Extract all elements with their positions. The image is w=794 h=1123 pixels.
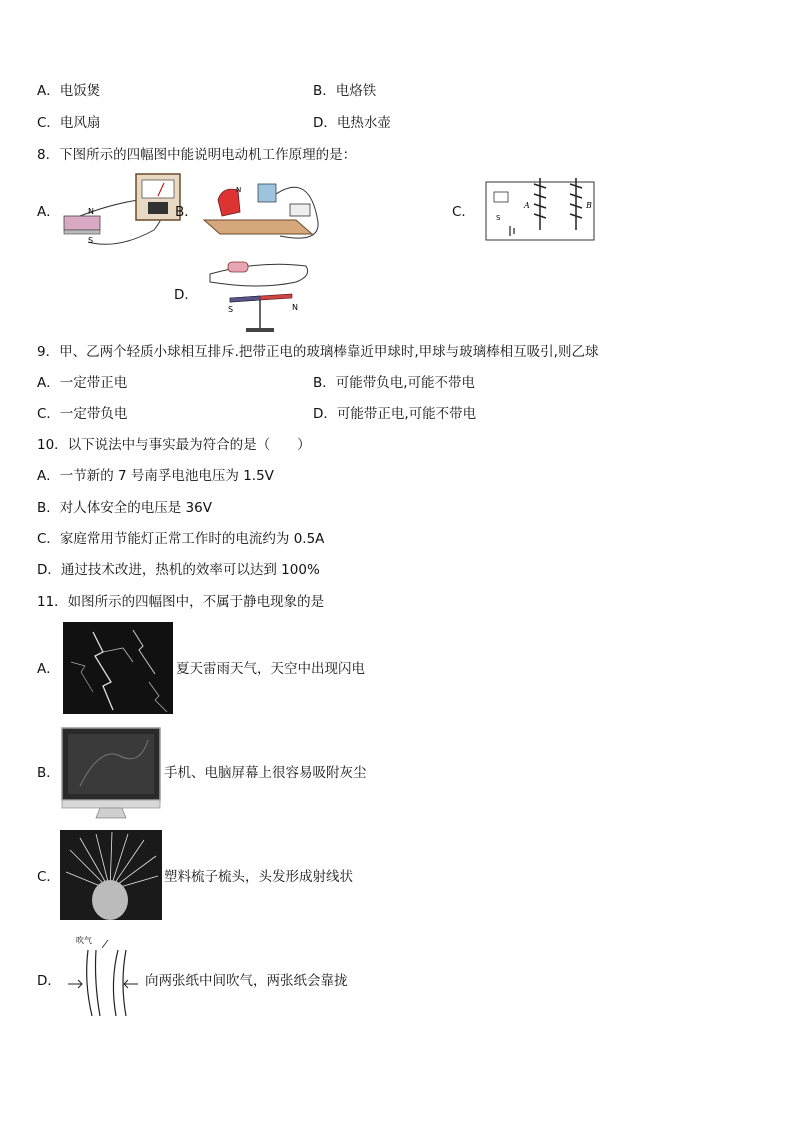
q8-figure-c [480, 174, 602, 244]
q9-option-a: A．一定带正电 [37, 375, 128, 391]
q9-option-b: B．可能带负电,可能不带电 [313, 375, 476, 391]
q8-stem: 8．下图所示的四幅图中能说明电动机工作原理的是： [37, 147, 357, 163]
q8-figure-d [200, 252, 316, 336]
monitor-photo [60, 726, 162, 820]
q11-option-b-text: 手机、电脑屏幕上很容易吸附灰尘 [164, 765, 367, 781]
svg-text:N: N [236, 186, 242, 194]
q9-option-c: C．一定带负电 [37, 406, 128, 422]
q10-option-c: C．家庭常用节能灯正常工作时的电流约为 0.5A [37, 531, 325, 547]
q8-fig-c-a: A [524, 201, 530, 210]
q8-fig-d-n: N [292, 303, 298, 312]
q8-option-a-label: A． [37, 204, 60, 220]
q7-option-c: C．电风扇 [37, 115, 101, 131]
q8-option-b-label: B． [175, 204, 198, 220]
hair-static-photo [60, 830, 162, 920]
q10-stem: 10．以下说法中与事实最为符合的是（ ） [37, 437, 311, 453]
q7-option-d: D．电热水壶 [313, 115, 391, 131]
q11-option-d-label: D． [37, 973, 61, 989]
q11-option-d-text: 向两张纸中间吹气，两张纸会靠拢 [145, 973, 348, 989]
paper-blowing-figure [62, 932, 144, 1028]
q11-option-c-label: C． [37, 869, 60, 885]
q10-option-d: D．通过技术改进，热机的效率可以达到 100% [37, 562, 320, 578]
q8-fig-d-s: S [228, 305, 234, 314]
q10-option-a: A．一节新的 7 号南孚电池电压为 1.5V [37, 468, 274, 484]
q8-fig-c-s: S [496, 214, 501, 222]
q8-option-d-label: D． [174, 287, 198, 303]
q8-option-c-label: C． [452, 204, 475, 220]
q11-d-fig-label: 吹气 [76, 936, 92, 945]
q8-fig-c-b: B [586, 201, 592, 210]
q8-fig-a-n: N [88, 207, 94, 216]
q11-option-b-label: B． [37, 765, 60, 781]
q9-option-d: D．可能带正电,可能不带电 [313, 406, 477, 422]
q7-option-b: B．电烙铁 [313, 83, 377, 99]
q8-fig-a-s: S [88, 236, 94, 245]
q11-stem: 11．如图所示的四幅图中，不属于静电现象的是 [37, 594, 325, 610]
q10-option-b: B．对人体安全的电压是 36V [37, 500, 212, 516]
q7-option-a: A．电饭煲 [37, 83, 101, 99]
q11-option-a-text: 夏天雷雨天气，天空中出现闪电 [176, 661, 365, 677]
q11-option-a-label: A． [37, 661, 60, 677]
q8-figure-b [200, 172, 322, 242]
lightning-photo [63, 622, 173, 714]
q11-option-c-text: 塑料梳子梳头，头发形成射线状 [164, 869, 353, 885]
q9-stem: 9．甲、乙两个轻质小球相互排斥.把带正电的玻璃棒靠近甲球时,甲球与玻璃棒相互吸引,则乙球 [37, 344, 599, 360]
